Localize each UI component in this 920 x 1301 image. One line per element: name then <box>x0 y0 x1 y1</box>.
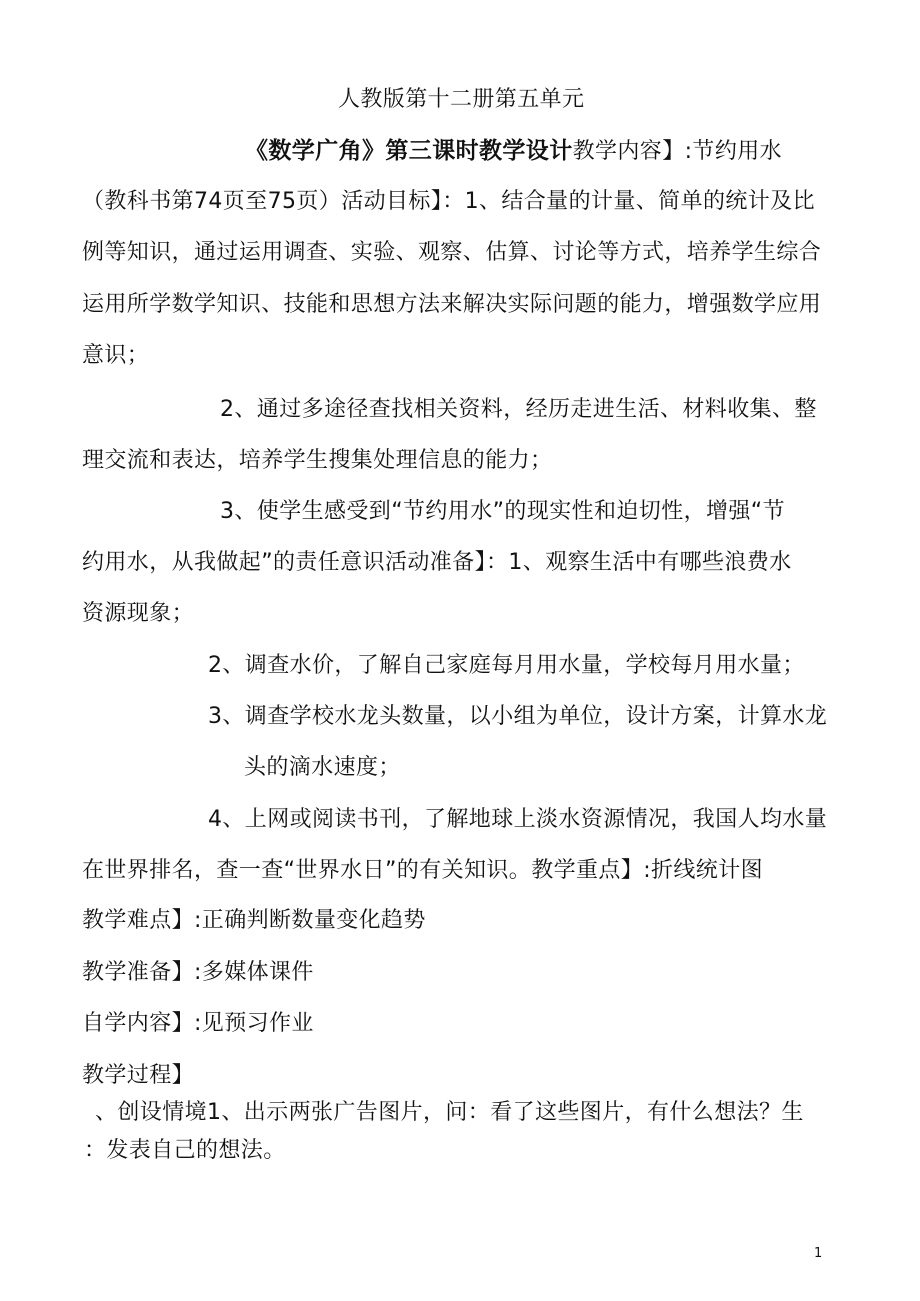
text-line: （教科书第74页至75页）活动目标】：1、结合量的计量、简单的统计及比 <box>82 189 815 214</box>
header-line: 人教版第十二册第五单元 <box>338 87 585 112</box>
text-line: 资源现象； <box>82 601 195 626</box>
text-line: 4、上网或阅读书刊，了解地球上淡水资源情况，我国人均水量 <box>208 807 828 832</box>
text-line: 2、调查水价，了解自己家庭每月用水量，学校每月用水量； <box>208 653 805 678</box>
text-line: 、创设情境1、出示两张广告图片，问：看了这些图片，有什么想法？生 <box>95 1100 804 1125</box>
text-line: 头的滴水速度； <box>244 755 401 780</box>
text-line: 自学内容】:见预习作业 <box>82 1011 314 1036</box>
lesson-title: 《数学广角》第三课时教学设计 <box>245 138 573 164</box>
text-line: 教学过程】 <box>82 1063 195 1088</box>
text-line: 理交流和表达，培养学生搜集处理信息的能力； <box>82 448 553 473</box>
text-line: 教学难点】:正确判断数量变化趋势 <box>82 908 426 933</box>
text-line: 3、使学生感受到“节约用水”的现实性和迫切性，增强“节 <box>220 499 785 524</box>
text-line: 例等知识，通过运用调查、实验、观察、估算、讨论等方式，培养学生综合 <box>82 240 822 265</box>
text-line: 2、通过多途径查找相关资料，经历走进生活、材料收集、整 <box>220 397 817 422</box>
text-line: 约用水，从我做起”的责任意识活动准备】：1、观察生活中有哪些浪费水 <box>82 550 792 575</box>
text-line: 教学准备】:多媒体课件 <box>82 960 314 985</box>
title-line <box>245 136 782 167</box>
text-line: 意识； <box>82 343 150 368</box>
lesson-content-label: 教学内容】:节约用水 <box>572 139 783 164</box>
text-line: 3、调查学校水龙头数量，以小组为单位，设计方案，计算水龙 <box>208 704 828 729</box>
text-line: ：发表自己的想法。 <box>84 1138 286 1163</box>
page-number: 1 <box>814 1246 823 1261</box>
text-line: 在世界排名，查一查“世界水日”的有关知识。教学重点】:折线统计图 <box>82 858 764 883</box>
text-line: 运用所学数学知识、技能和思想方法来解决实际问题的能力，增强数学应用 <box>82 292 822 317</box>
